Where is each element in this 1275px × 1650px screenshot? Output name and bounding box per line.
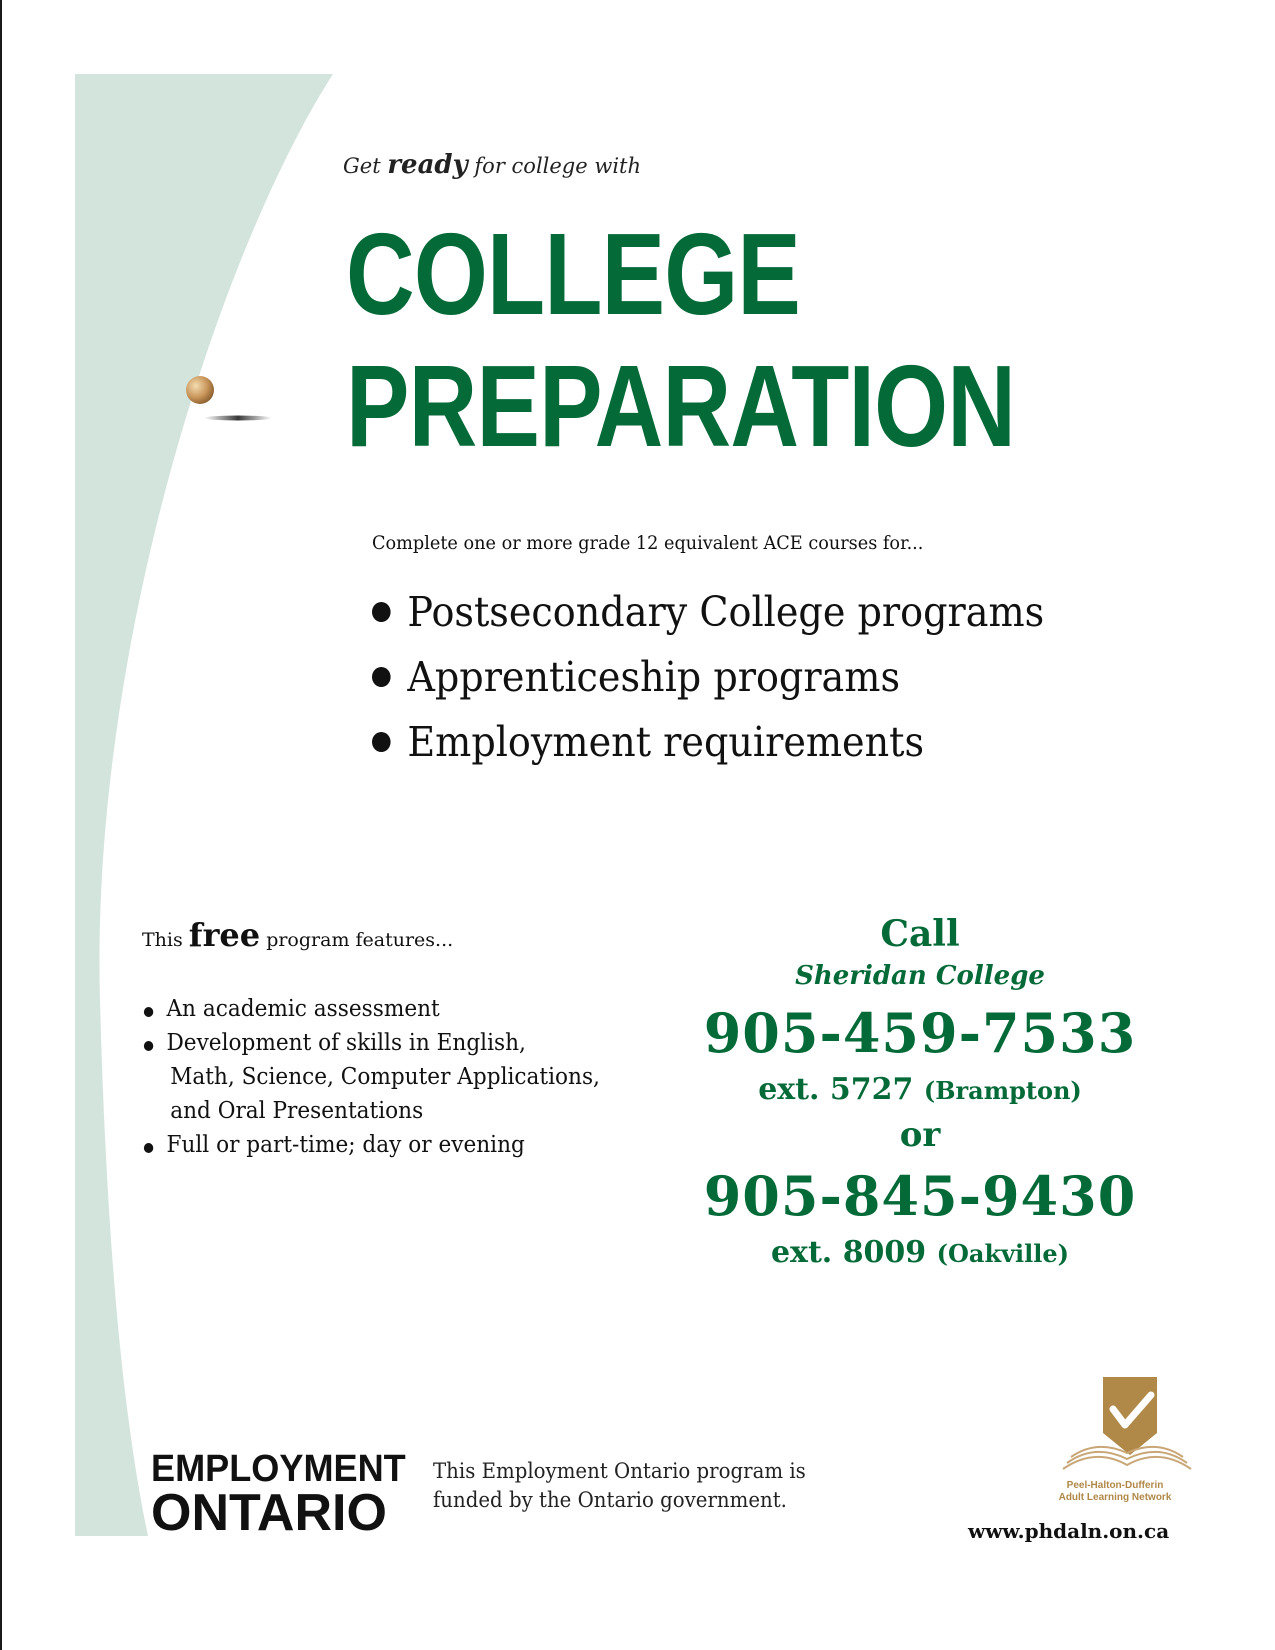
ext-brampton: ext. 5727 (Brampton)	[758, 1072, 1082, 1107]
tagline-emphasis: ready	[387, 150, 468, 180]
ext-oakville: ext. 8009 (Oakville)	[770, 1235, 1070, 1270]
intro-text: Complete one or more grade 12 equivalent ACE courses for...	[372, 532, 924, 554]
page-title	[346, 208, 1015, 472]
or-separator: or	[899, 1115, 941, 1155]
knob-decoration	[0, 0, 280, 440]
network-name: Peel-Halton-Dufferin Adult Learning Network	[1058, 1480, 1172, 1503]
funding-notice: This Employment Ontario program is funded by the Ontario government.	[433, 1459, 806, 1512]
contact-block	[670, 912, 1170, 1274]
tagline: Get ready for college with	[343, 150, 642, 180]
bullet-icon	[372, 667, 391, 687]
employment-ontario-logo: EMPLOYMENT ONTARIO	[151, 1448, 406, 1542]
phone-brampton[interactable]: 905-459-7533	[703, 1001, 1137, 1065]
features-emphasis: free	[188, 916, 261, 954]
title-line-1: COLLEGE	[346, 209, 801, 339]
purpose-item: Apprenticeship programs	[372, 645, 1044, 710]
features-heading: This free program features...	[142, 916, 454, 954]
feature-item: Development of skills in English, Math, Science, Computer Applications, and Oral Presentations	[142, 1026, 600, 1128]
title-line-2: PREPARATION	[346, 341, 1016, 471]
feature-item: An academic assessment	[142, 992, 600, 1026]
network-book-logo	[1055, 1373, 1195, 1483]
website-link[interactable]: www.phdaln.on.ca	[968, 1519, 1170, 1543]
features-list	[142, 992, 600, 1162]
purpose-item: Postsecondary College programs	[372, 580, 1044, 645]
bullet-icon	[372, 602, 391, 622]
phone-oakville[interactable]: 905-845-9430	[703, 1164, 1137, 1228]
feature-item: Full or part-time; day or evening	[142, 1128, 600, 1162]
purpose-item: Employment requirements	[372, 710, 1044, 775]
bullet-icon	[372, 732, 391, 752]
call-heading: Call	[880, 913, 960, 955]
purpose-list	[372, 580, 1044, 775]
college-name: Sheridan College	[795, 961, 1045, 991]
